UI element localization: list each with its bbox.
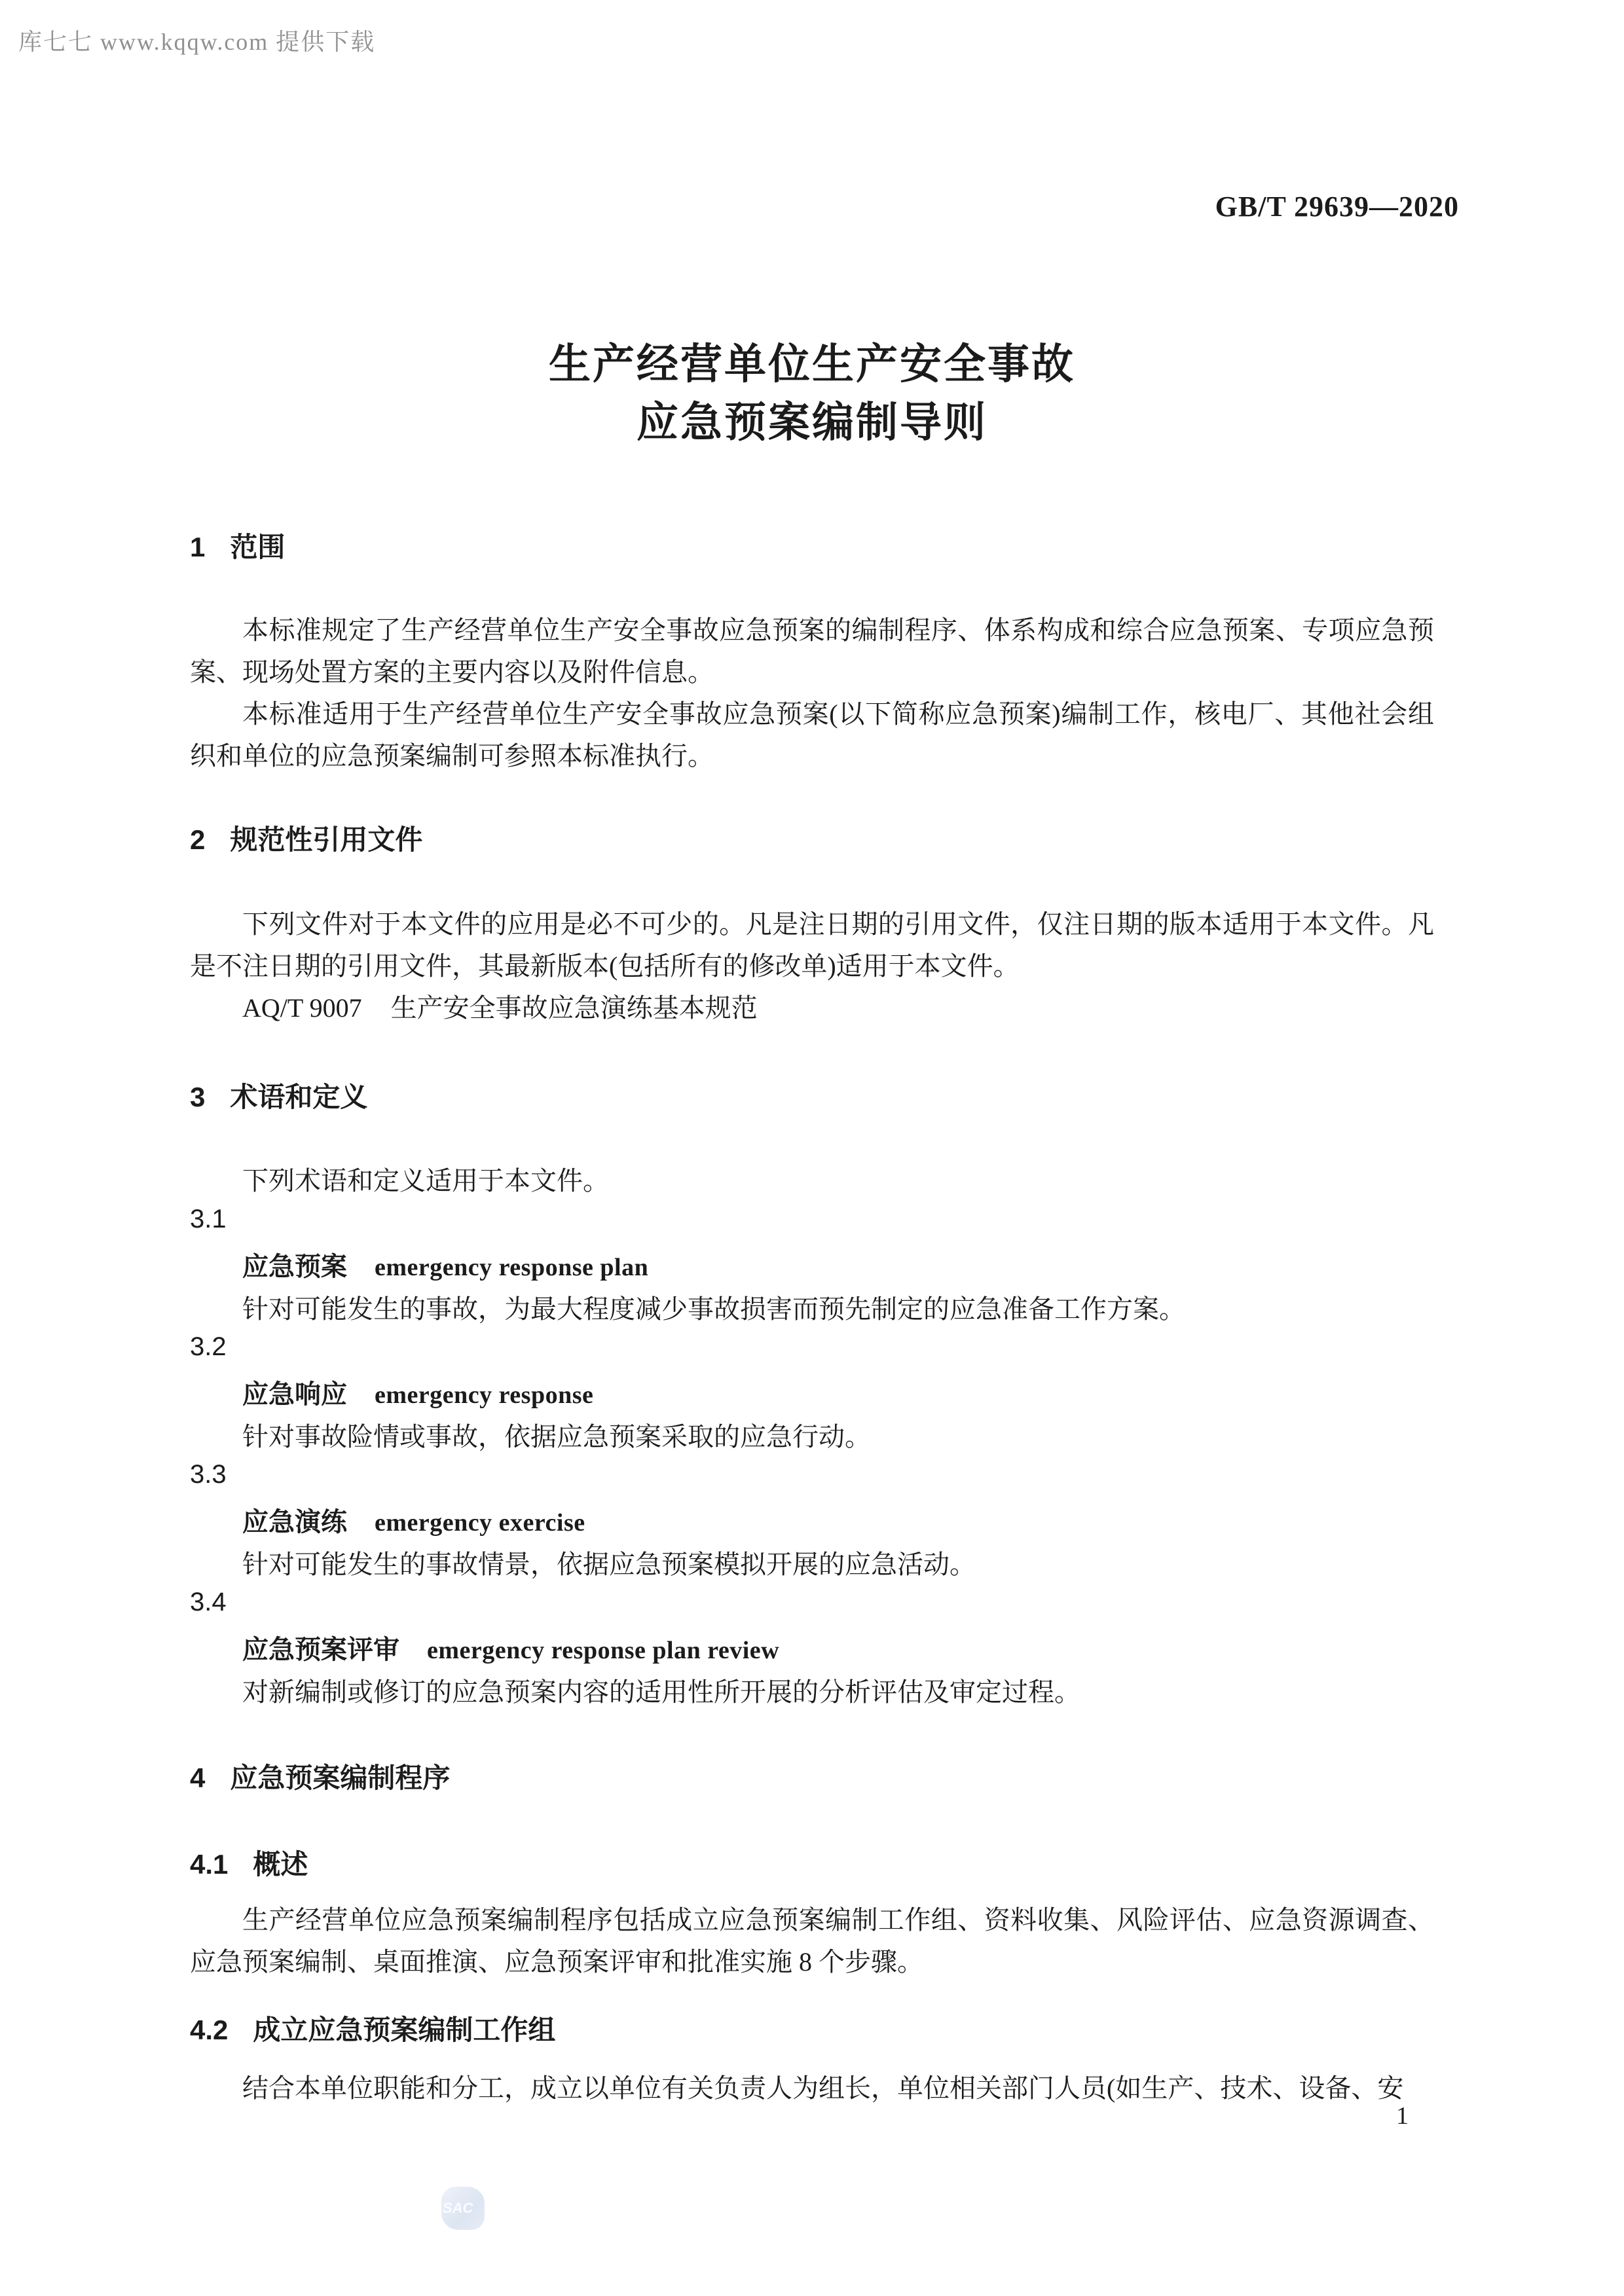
section-4-1-heading [190, 1843, 1434, 1882]
reference-code: AQ/T 9007 [242, 993, 362, 1023]
clause-number-3-3: 3.3 [190, 1460, 227, 1489]
sac-logo-watermark [441, 2187, 485, 2230]
terms-intro: 下列术语和定义适用于本文件。 [242, 1166, 609, 1195]
section-number: 4.2 [190, 2014, 229, 2045]
document-title-line-2: 应急预案编制导则 [637, 399, 987, 446]
term-definition: 针对事故险情或事故，依据应急预案采取的应急行动。 [242, 1422, 871, 1451]
term-definition: 针对可能发生的事故，为最大程度减少事故损害而预先制定的应急准备工作方案。 [242, 1294, 1185, 1324]
term-entry [190, 1246, 1434, 1283]
section-number: 4.1 [190, 1849, 229, 1880]
section-4-2-heading [190, 2009, 1434, 2048]
standard-number: GB/T 29639—2020 [1215, 191, 1459, 223]
paragraph-overview: 生产经营单位应急预案编制程序包括成立应急预案编制工作组、资料收集、风险评估、应急资源调查、应急预案编制、桌面推演、应急预案评审和批准实施 8 个步骤。 [190, 1905, 1434, 1977]
section-3-heading [190, 1076, 1434, 1115]
reference-entry [190, 987, 1434, 1025]
section-label: 术语和定义 [230, 1082, 368, 1112]
paragraph-normative-refs: 下列文件对于本文件的应用是必不可少的。凡是注日期的引用文件，仅注日期的版本适用于本文件。凡是不注日期的引用文件，其最新版本(包括所有的修改单)适用于本文件。 [190, 909, 1434, 981]
clause-number-3-2: 3.2 [190, 1332, 227, 1361]
site-watermark: 库七七 www.kqqw.com 提供下载 [18, 29, 376, 55]
section-label: 范围 [230, 532, 286, 562]
term-name-zh: 应急演练 [242, 1508, 347, 1537]
section-number: 3 [190, 1082, 206, 1112]
paragraph-workgroup: 结合本单位职能和分工，成立以单位有关负责人为组长，单位相关部门人员(如生产、技术、设备、安 [242, 2073, 1404, 2103]
section-label: 成立应急预案编制工作组 [253, 2014, 556, 2045]
section-number: 1 [190, 532, 206, 562]
clause-number-3-1: 3.1 [190, 1205, 227, 1233]
term-name-en: emergency response plan review [427, 1637, 780, 1664]
paragraph-scope-1: 本标准规定了生产经营单位生产安全事故应急预案的编制程序、体系构成和综合应急预案、专项应急预案、现场处置方案的主要内容以及附件信息。 [190, 615, 1434, 687]
section-number: 4 [190, 1762, 206, 1793]
term-name-en: emergency exercise [375, 1509, 585, 1537]
term-name-zh: 应急预案 [242, 1252, 347, 1281]
term-name-en: emergency response [375, 1381, 594, 1409]
term-entry [190, 1629, 1434, 1666]
section-label: 规范性引用文件 [230, 824, 423, 855]
term-name-zh: 应急响应 [242, 1380, 347, 1409]
section-2-heading [190, 818, 1434, 858]
section-4-heading [190, 1757, 1434, 1796]
term-definition: 对新编制或修订的应急预案内容的适用性所开展的分析评估及审定过程。 [242, 1677, 1080, 1707]
section-number: 2 [190, 824, 206, 855]
term-entry [190, 1374, 1434, 1411]
section-label: 概述 [253, 1849, 308, 1880]
document-title-line-1: 生产经营单位生产安全事故 [549, 340, 1075, 388]
clause-number-3-4: 3.4 [190, 1588, 227, 1616]
section-label: 应急预案编制程序 [230, 1762, 451, 1793]
page-number: 1 [1396, 2102, 1409, 2130]
term-name-en: emergency response plan [375, 1254, 649, 1281]
term-entry [190, 1501, 1434, 1539]
reference-title: 生产安全事故应急演练基本规范 [390, 993, 758, 1023]
paragraph-scope-2: 本标准适用于生产经营单位生产安全事故应急预案(以下简称应急预案)编制工作，核电厂、其他社会组织和单位的应急预案编制可参照本标准执行。 [190, 699, 1434, 771]
term-name-zh: 应急预案评审 [242, 1635, 399, 1664]
section-1-heading [190, 526, 1434, 565]
sac-logo-text: SAC [443, 2200, 473, 2216]
term-definition: 针对可能发生的事故情景，依据应急预案模拟开展的应急活动。 [242, 1550, 976, 1579]
